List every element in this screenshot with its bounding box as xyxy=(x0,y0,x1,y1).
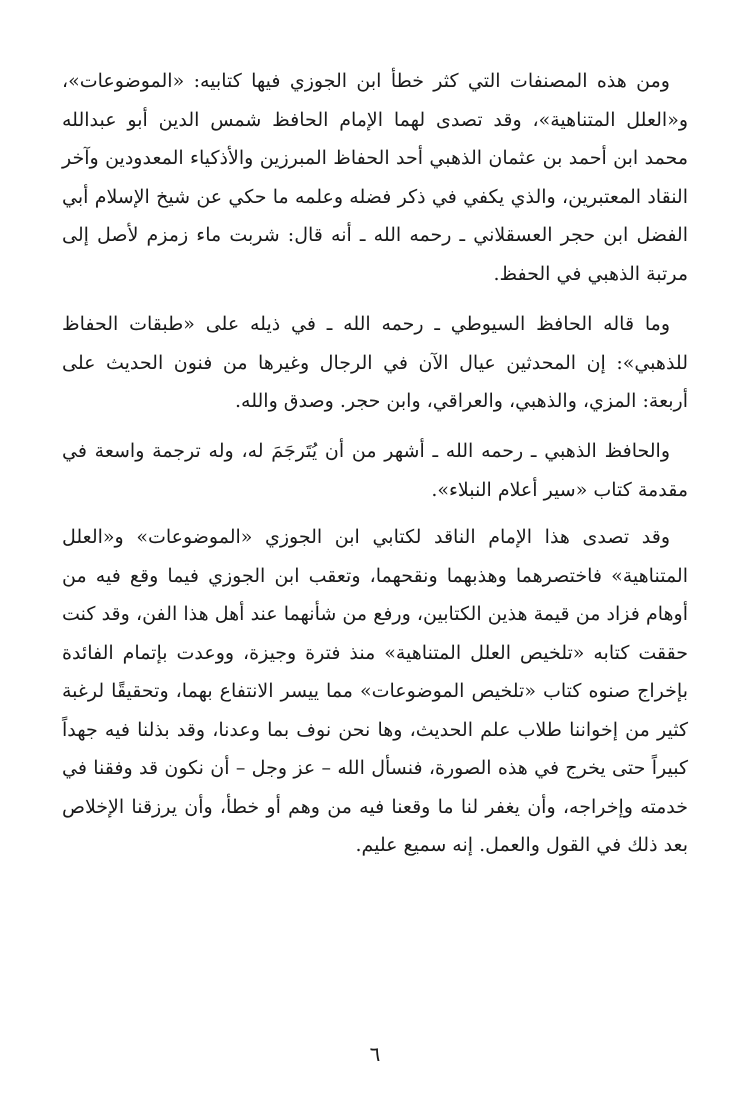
paragraph-4-text: وقد تصدى هذا الإمام الناقد لكتابي ابن الجوزي «الموضوعات» و«العلل المتناهية» فاختصرهما وهذبهما ونقحهما، وتعقب ابن الجوزي فيما وقع فيه من أوهام فزاد من قيمة هذين الكتابين، ورفع من شأنهما عند أهل هذا الفن، وقد كنت حققت كتابه «تلخيص العلل المتناهية» منذ فترة وجيزة، ووعدت بإتمام الفائدة بإخراج صنوه كتاب «تلخيص الموضوعات» مما ييسر الانتفاع بهما، وتحقيقًا لرغبة كثير من إخواننا طلاب علم الحديث، وها نحن نوف بما وعدنا، وقد بذلنا فيه جهداً كبيراً حتى يخرج في هذه الصورة، فنسأل الله – عز وجل – أن نكون قد وفقنا في خدمته وإخراجه، وأن يغفر لنا ما وقعنا فيه من وهم أو خطأ، وأن يرزقنا الإخلاص بعد ذلك في القول والعمل. إنه سميع عليم. xyxy=(62,526,689,856)
paragraph-3 xyxy=(62,432,688,509)
page-number: ٦ xyxy=(369,1042,381,1066)
paragraph-3-text: والحافظ الذهبي ـ رحمه الله ـ أشهر من أن يُتَرجَمَ له، وله ترجمة واسعة في مقدمة كتاب «سير أعلام النبلاء». xyxy=(62,440,688,501)
paragraph-2-text: وما قاله الحافظ السيوطي ـ رحمه الله ـ في ذيله على «طبقات الحفاظ للذهبي»: إن المحدثين عيال الآن في الرجال وغيرها من فنون الحديث على أربعة: المزي، والذهبي، والعراقي، وابن حجر. وصدق والله. xyxy=(62,313,688,412)
paragraph-1 xyxy=(62,62,688,293)
paragraph-1-text: ومن هذه المصنفات التي كثر خطأ ابن الجوزي فيها كتابيه: «الموضوعات»، و«العلل المتناهية»، وقد تصدى لهما الإمام الحافظ شمس الدين أبو عبدالله محمد ابن أحمد بن عثمان الذهبي أحد الحفاظ المبرزين والأذكياء المعدودين وآخر النقاد المعتبرين، والذي يكفي في ذكر فضله وعلمه ما حكي عن شيخ الإسلام أبي الفضل ابن حجر العسقلاني ـ رحمه الله ـ أنه قال: شربت ماء زمزم لأصل إلى مرتبة الذهبي في الحفظ. xyxy=(62,70,688,285)
paragraph-4 xyxy=(62,518,688,865)
paragraph-2 xyxy=(62,305,688,421)
